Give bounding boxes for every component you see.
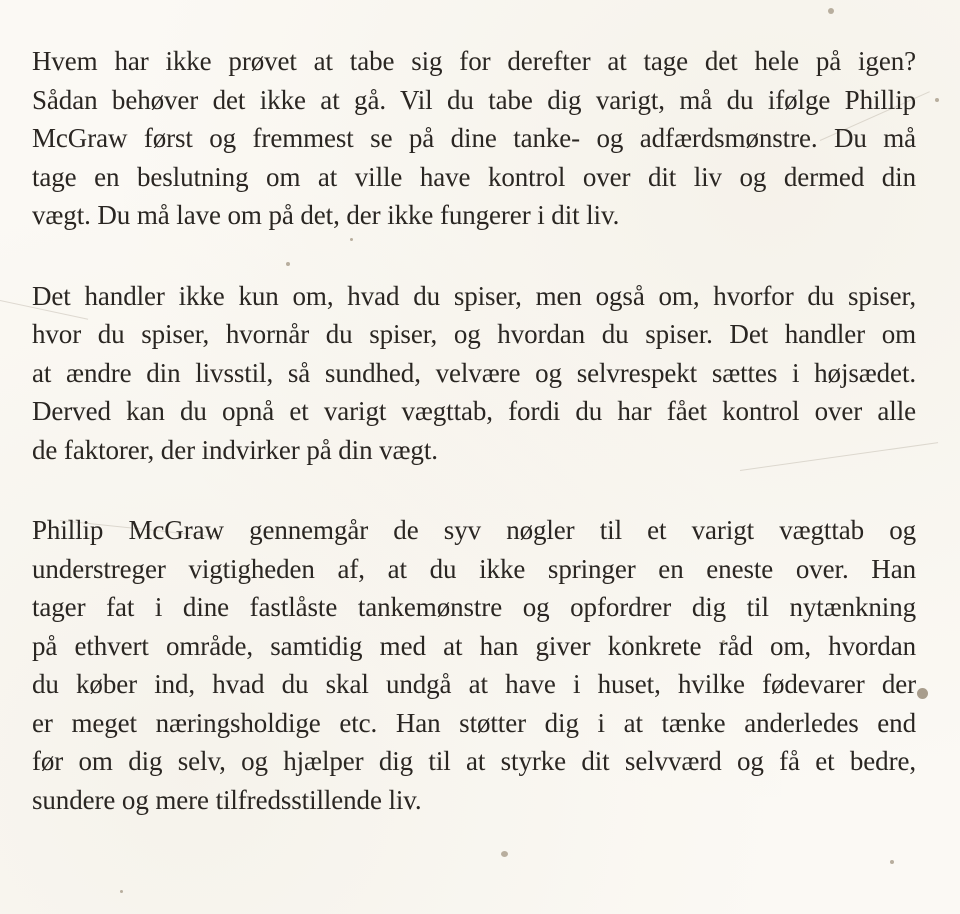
paragraph-3 [32,511,916,819]
paper-speck [935,98,939,102]
text-line: du køber ind, hvad du skal undgå at have i huset, hvilke fødevarer der [32,669,916,699]
text-line: er meget næringsholdige etc. Han støtter dig i at tænke anderledes end [32,707,916,738]
text-line: vægt. Du må lave om på det, der ikke fungerer i dit liv. [32,200,620,230]
text-line: de faktorer, der indvirker på din vægt. [32,434,438,465]
text-line: at ændre din livsstil, så sundhed, velvære og selvrespekt sættes i højsædet. [32,357,916,388]
text-line: før om dig selv, og hjælper dig til at styrke dit selvværd og få et bedre, [32,746,916,776]
text-line: understreger vigtigheden af, at du ikke springer en eneste over. Han [32,553,916,584]
text-line: Sådan behøver det ikke at gå. Vil du tabe dig varigt, må du ifølge Phillip [32,84,916,115]
text-line: hvor du spiser, hvornår du spiser, og hvordan du spiser. Det handler om [32,319,916,349]
text-line: på ethvert område, samtidig med at han giver konkrete råd om, hvordan [32,630,916,661]
text-line: Hvem har ikke prøvet at tabe sig for derefter at tage det hele på igen? [32,46,916,76]
text-line: McGraw først og fremmest se på dine tanke- og adfærdsmønstre. Du må [32,123,916,153]
blurb-text [32,42,916,861]
text-line: sundere og mere tilfredsstillende liv. [32,784,422,815]
paper-speck [828,8,834,14]
text-line: Phillip McGraw gennemgår de syv nøgler til et varigt vægttab og [32,515,916,545]
text-line: Derved kan du opnå et varigt vægttab, fordi du har fået kontrol over alle [32,396,916,426]
paragraph-2 [32,277,916,470]
text-line: Det handler ikke kun om, hvad du spiser, men også om, hvorfor du spiser, [32,280,916,311]
paper-speck [120,890,123,893]
paragraph-1 [32,42,916,235]
paper-speck [917,688,928,699]
text-line: tager fat i dine fastlåste tankemønstre og opfordrer dig til nytænkning [32,592,916,622]
text-line: tage en beslutning om at ville have kontrol over dit liv og dermed din [32,161,916,192]
